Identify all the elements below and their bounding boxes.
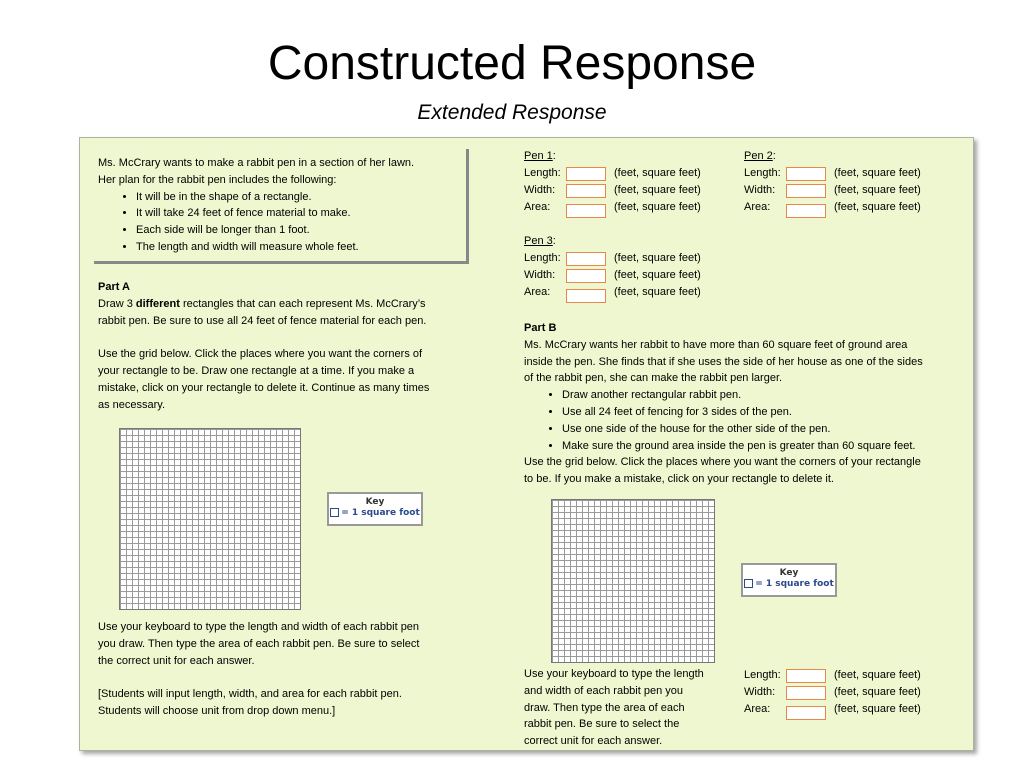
part-b-list (524, 387, 964, 454)
paragraph-line: Use the grid below. Click the places where you want the corners of (98, 348, 423, 361)
key-label: = 1 square foot (329, 508, 421, 518)
paragraph-line: mistake, click on your rectangle to delete it. Continue as many times (98, 381, 430, 394)
paragraph-line: as necessary. (98, 398, 166, 411)
pen-1-width-input[interactable] (566, 184, 606, 198)
list-item: • It will be in the shape of a rectangle. (136, 189, 466, 206)
list-item: • The length and width will measure whole feet. (136, 239, 466, 256)
unit-dropdown[interactable]: (feet, square feet) (834, 703, 921, 715)
text-span: rectangles that can each represent Ms. McCrary’s (179, 297, 426, 310)
key-label: = 1 square foot (743, 579, 835, 589)
part-b-heading: Part B (524, 322, 557, 334)
paragraph-line: inside the pen. She finds that if she uses the side of her house as one of the sides (524, 355, 923, 368)
text-span: Draw 3 (98, 297, 136, 310)
part-a-heading: Part A (98, 281, 130, 293)
grid-part-b[interactable] (551, 499, 715, 663)
key-title: Key (365, 497, 385, 507)
unit-dropdown[interactable]: (feet, square feet) (614, 286, 701, 298)
paragraph-line: Use the grid below. Click the places where you want the corners of your rectangle (524, 456, 921, 469)
part-b-text (524, 320, 964, 488)
list-item: • Each side will be longer than 1 foot. (136, 222, 466, 239)
part-b-instructions (524, 666, 729, 750)
question-panel: Ms. McCrary wants to make a rabbit pen in a section of her lawn. Her plan for the rabbit pen includes the following: • It will be in the shape of a rectangle. • It will take 24 feet of fence material to make. • Each side will be longer than 1 foot. • The length and width will measure whole feet. Part A Draw 3 different rectangles that can each represent Ms. McCrary’s rabbit pen. Be sure to use all 24 feet of fence material for each pen. Use the grid below. Click the places where you want the corners of your rectangle to be. Draw one rectangle at a time. If you make a mistake, click on your rectangle to delete it. Continue as many times as necessary. Key = 1 square foot Use your keyboard to type the length and width of each rabbit pen you draw. Then type the area of each rabbit pen. Be sure to select the correct unit for each answer. [Students will input length, width, and area for each rabbit pen. Students will choose unit from drop down menu.] Pen 1: Length: (feet, square feet) Width: (feet, square feet) Area: (feet, square feet) Pen 2: Length: (feet, square feet) Width: (feet, square feet) Area: (feet, square feet) Pen 3: Length: (feet, square feet) Width: (feet, square feet) Area: (feet, square feet) Part B Ms. McCrary wants her rabbit to have more than 60 square feet of ground area inside the pen. She finds that if she uses the side of her house as one of the sides of the rabbit pen, she can make the rabbit pen larger. • Draw another rectangular rabbit pen. • Use all 24 feet of fencing for 3 sides of the pen. • Use one side of the house for the other side of the pen. • Make sure the ground area inside the pen is greater than 60 square feet. Use the grid below. Click the places where you want the corners of your rectangle to be. If you make a mistake, click on your rectangle to delete it. Key = 1 square foot Use your keyboard to type the length and width of each rabbit pen you draw. Then type the area of each rabbit pen. Be sure to select the correct unit for each answer. Length: (feet, square feet) Width: (feet, square feet) Area: (feet, square feet) (79, 137, 974, 751)
pen-2-width-input[interactable] (786, 184, 826, 198)
paragraph-line (98, 296, 468, 313)
list-item: • Draw another rectangular rabbit pen. (562, 387, 964, 404)
paragraph-line: and width of each rabbit pen you (524, 684, 684, 697)
paragraph-line: Ms. McCrary wants her rabbit to have more than 60 square feet of ground area (524, 338, 908, 351)
list-item: • Use all 24 feet of fencing for 3 sides of the pen. (562, 404, 964, 421)
unit-dropdown[interactable]: (feet, square feet) (614, 167, 701, 179)
unit-dropdown[interactable]: (feet, square feet) (614, 252, 701, 264)
paragraph-line: rabbit pen. Be sure to select the (524, 718, 680, 731)
paragraph-line: draw. Then type the area of each (524, 701, 685, 714)
list-item: • Use one side of the house for the other side of the pen. (562, 421, 964, 438)
square-icon (330, 508, 339, 517)
grid-key (741, 563, 837, 597)
page-title: Constructed Response (267, 37, 757, 90)
unit-dropdown[interactable]: (feet, square feet) (834, 184, 921, 196)
intro-box (94, 149, 469, 264)
grid-key (327, 492, 423, 526)
pen-1-area-input[interactable] (566, 204, 606, 218)
grid-part-a[interactable] (119, 428, 301, 610)
pen-2-area-input[interactable] (786, 204, 826, 218)
paragraph-line: of the rabbit pen, she can make the rabbit pen larger. (524, 372, 783, 385)
unit-dropdown[interactable]: (feet, square feet) (614, 184, 701, 196)
part-b-area-input[interactable] (786, 706, 826, 720)
paragraph-line: Students will choose unit from drop down menu.] (98, 704, 336, 717)
pen-3-title: Pen 3: (524, 235, 556, 247)
list-item: • Make sure the ground area inside the pen is greater than 60 square feet. (562, 438, 964, 455)
unit-dropdown[interactable]: (feet, square feet) (614, 201, 701, 213)
page-subtitle: Extended Response (417, 101, 607, 124)
unit-dropdown[interactable]: (feet, square feet) (834, 201, 921, 213)
pen-2-length-input[interactable] (786, 167, 826, 181)
list-item: • It will take 24 feet of fence material to make. (136, 205, 466, 222)
pen-1-length-input[interactable] (566, 167, 606, 181)
intro-list (98, 189, 466, 256)
part-b-width-input[interactable] (786, 686, 826, 700)
part-b-length-input[interactable] (786, 669, 826, 683)
paragraph-line: the correct unit for each answer. (98, 654, 255, 667)
unit-dropdown[interactable]: (feet, square feet) (834, 686, 921, 698)
paragraph-line: correct unit for each answer. (524, 735, 663, 748)
square-icon (744, 579, 753, 588)
paragraph-line: rabbit pen. Be sure to use all 24 feet of fence material for each pen. (98, 314, 427, 327)
part-a-instructions (98, 619, 468, 720)
unit-dropdown[interactable]: (feet, square feet) (614, 269, 701, 281)
pen-3-length-input[interactable] (566, 252, 606, 266)
unit-dropdown[interactable]: (feet, square feet) (834, 167, 921, 179)
intro-line: Ms. McCrary wants to make a rabbit pen in a section of her lawn. (98, 157, 415, 169)
pen-2-title: Pen 2: (744, 150, 776, 162)
paragraph-line: Use your keyboard to type the length (524, 668, 704, 680)
pen-3-width-input[interactable] (566, 269, 606, 283)
paragraph-line: [Students will input length, width, and area for each rabbit pen. (98, 688, 402, 701)
paragraph-line: Use your keyboard to type the length and width of each rabbit pen (98, 621, 420, 633)
intro-line: Her plan for the rabbit pen includes the following: (98, 173, 337, 186)
emphasis-text: different (135, 297, 180, 310)
paragraph-line: you draw. Then type the area of each rabbit pen. Be sure to select (98, 637, 420, 650)
key-title: Key (779, 568, 799, 578)
pen-1-title: Pen 1: (524, 150, 556, 162)
paragraph-line: to be. If you make a mistake, click on your rectangle to delete it. (524, 473, 834, 486)
pen-3-area-input[interactable] (566, 289, 606, 303)
part-a-text (98, 279, 468, 413)
paragraph-line: your rectangle to be. Draw one rectangle at a time. If you make a (98, 364, 415, 377)
unit-dropdown[interactable]: (feet, square feet) (834, 669, 921, 681)
